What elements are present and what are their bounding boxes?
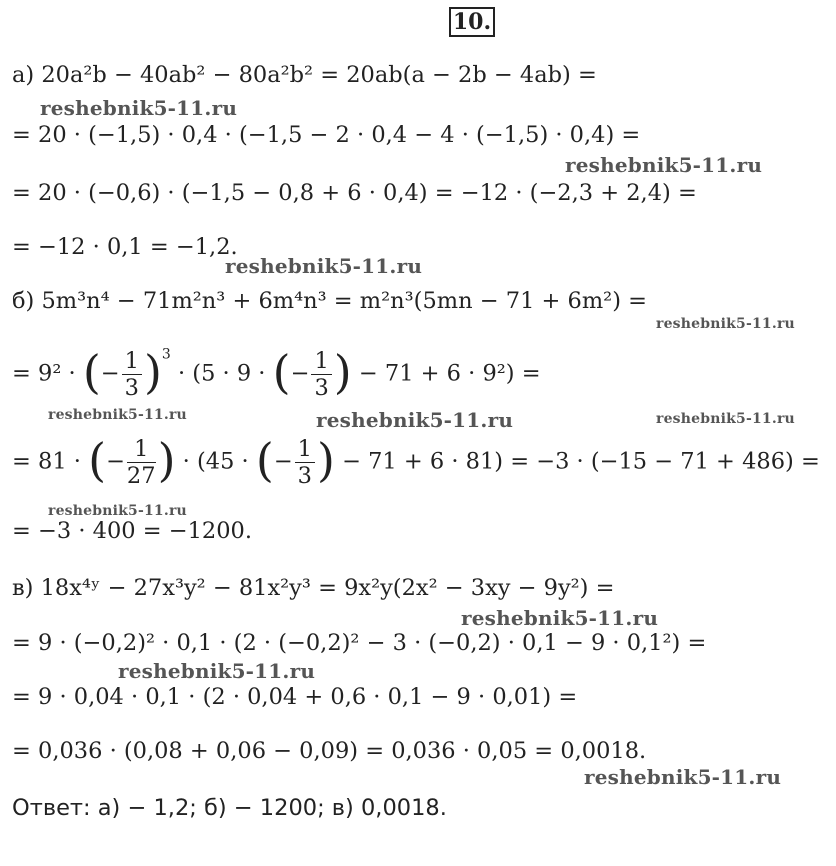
fraction-numerator: 1 bbox=[122, 348, 142, 375]
answer-line: Ответ: а) − 1,2; б) − 1200; в) 0,0018. bbox=[12, 795, 447, 821]
watermark: reshebnik5-11.ru bbox=[118, 659, 316, 683]
line-a1: а) 20a²b − 40ab² − 80a²b² = 20ab(a − 2b − 4ab) = bbox=[12, 62, 597, 88]
fraction bbox=[295, 436, 315, 489]
b2-pre: = 9² · bbox=[12, 360, 76, 387]
line-b1: б) 5m³n⁴ − 71m²n³ + 6m⁴n³ = m²n³(5mn − 71 + 6m²) = bbox=[12, 288, 647, 314]
watermark: reshebnik5-11.ru bbox=[48, 407, 187, 423]
line-a4: = −12 · 0,1 = −1,2. bbox=[12, 234, 238, 260]
paren-close: ) bbox=[143, 344, 162, 399]
fraction-denominator: 27 bbox=[126, 463, 156, 489]
fraction-denominator: 3 bbox=[124, 375, 139, 401]
watermark: reshebnik5-11.ru bbox=[48, 503, 187, 519]
fraction bbox=[311, 348, 331, 401]
b3-mid: · (45 · bbox=[182, 448, 249, 475]
paren-close: ) bbox=[317, 432, 335, 487]
b2-post: − 71 + 6 · 9²) = bbox=[358, 360, 541, 387]
watermark: reshebnik5-11.ru bbox=[584, 765, 782, 789]
line-c4: = 0,036 · (0,08 + 0,06 − 0,09) = 0,036 · 0,05 = 0,0018. bbox=[12, 738, 647, 764]
fraction-denominator: 3 bbox=[314, 375, 329, 401]
watermark: reshebnik5-11.ru bbox=[316, 408, 514, 432]
paren-open: ( bbox=[82, 344, 101, 399]
fraction-numerator: 1 bbox=[311, 348, 331, 375]
paren-open: ( bbox=[272, 344, 291, 399]
b3-pre: = 81 · bbox=[12, 448, 81, 475]
b2-mid: · (5 · 9 · bbox=[177, 360, 266, 387]
line-a3: = 20 · (−0,6) · (−1,5 − 0,8 + 6 · 0,4) = −12 · (−2,3 + 2,4) = bbox=[12, 180, 697, 206]
b3-post: − 71 + 6 · 81) = −3 · (−15 − 71 + 486) = bbox=[342, 448, 820, 475]
fraction bbox=[127, 436, 156, 489]
line-c3: = 9 · 0,04 · 0,1 · (2 · 0,04 + 0,6 · 0,1 − 9 · 0,01) = bbox=[12, 684, 578, 710]
line-c1: в) 18x⁴ʸ − 27x³y² − 81x²y³ = 9x²y(2x² − 3xy − 9y²) = bbox=[12, 575, 615, 601]
fraction-denominator: 3 bbox=[297, 463, 312, 489]
problem-number: 10. bbox=[449, 7, 495, 37]
line-c2: = 9 · (−0,2)² · 0,1 · (2 · (−0,2)² − 3 · (−0,2) · 0,1 − 9 · 0,1²) = bbox=[12, 630, 707, 656]
watermark: reshebnik5-11.ru bbox=[225, 254, 423, 278]
watermark: reshebnik5-11.ru bbox=[656, 411, 795, 427]
power: 3 bbox=[161, 346, 171, 363]
paren-close: ) bbox=[157, 432, 176, 487]
line-a2: = 20 · (−1,5) · 0,4 · (−1,5 − 2 · 0,4 − 4 · (−1,5) · 0,4) = bbox=[12, 122, 641, 148]
paren-close: ) bbox=[333, 344, 352, 399]
watermark: reshebnik5-11.ru bbox=[461, 606, 659, 630]
paren-open: ( bbox=[88, 432, 107, 487]
fraction bbox=[122, 348, 142, 401]
fraction-numerator: 1 bbox=[295, 436, 315, 463]
watermark: reshebnik5-11.ru bbox=[565, 153, 763, 177]
paren-open: ( bbox=[255, 432, 274, 487]
fraction-numerator: 1 bbox=[127, 436, 156, 463]
line-b2: = 9² · (− $\frac{1}{3}$ )$^3$ · (5 · 9 · (− $\frac{1}{3}$ ) − 71 + 6 · 9²) = bbox=[12, 344, 541, 401]
line-b4: = −3 · 400 = −1200. bbox=[12, 518, 252, 544]
line-b3: = 81 · (− $\frac{1}{27}$ ) · (45 · (− $\frac{1}{3}$ ) − 71 + 6 · 81) = −3 · (−15 − 71 + 486) = bbox=[12, 432, 820, 489]
watermark: reshebnik5-11.ru bbox=[40, 96, 238, 120]
watermark: reshebnik5-11.ru bbox=[656, 316, 795, 332]
